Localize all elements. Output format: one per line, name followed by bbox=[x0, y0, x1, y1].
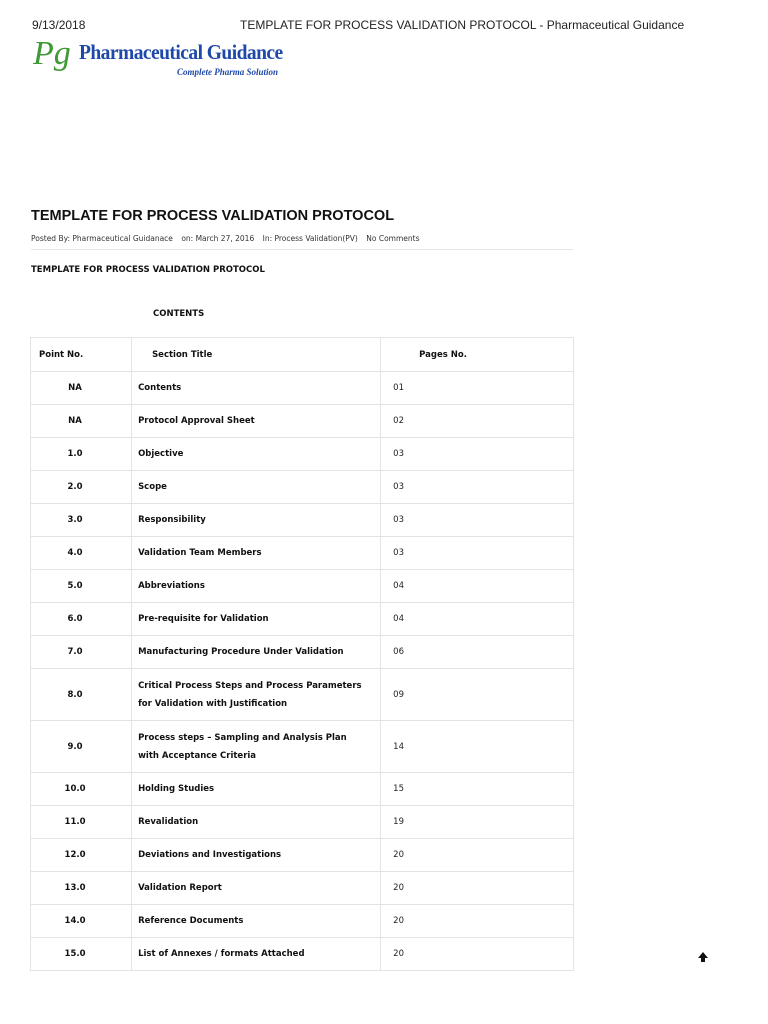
print-date: 9/13/2018 bbox=[32, 18, 86, 32]
point-cell: NA bbox=[31, 405, 132, 438]
arrow-up-icon[interactable] bbox=[697, 951, 709, 963]
section-cell: Abbreviations bbox=[132, 570, 381, 603]
point-cell: 14.0 bbox=[31, 905, 132, 938]
post-category[interactable]: In: Process Validation(PV) bbox=[262, 234, 358, 243]
table-row bbox=[31, 905, 574, 938]
section-cell: Pre-requisite for Validation bbox=[132, 603, 381, 636]
point-cell: 1.0 bbox=[31, 438, 132, 471]
section-cell: Holding Studies bbox=[132, 773, 381, 806]
point-cell: 8.0 bbox=[31, 669, 132, 721]
section-cell: Process steps – Sampling and Analysis Plan with Acceptance Criteria bbox=[132, 721, 381, 773]
pages-cell: 15 bbox=[381, 773, 574, 806]
pages-cell: 04 bbox=[381, 603, 574, 636]
table-row bbox=[31, 721, 574, 773]
document-heading: TEMPLATE FOR PROCESS VALIDATION PROTOCOL bbox=[31, 265, 265, 275]
column-header-section: Section Title bbox=[132, 338, 381, 372]
post-author[interactable]: Posted By: Pharmaceutical Guidanace bbox=[31, 234, 173, 243]
point-cell: 4.0 bbox=[31, 537, 132, 570]
section-cell: Reference Documents bbox=[132, 905, 381, 938]
point-cell: 7.0 bbox=[31, 636, 132, 669]
pages-cell: 02 bbox=[381, 405, 574, 438]
section-cell: Scope bbox=[132, 471, 381, 504]
logo-monogram: Pg bbox=[33, 35, 71, 72]
pages-cell: 03 bbox=[381, 504, 574, 537]
point-cell: 6.0 bbox=[31, 603, 132, 636]
section-cell: List of Annexes / formats Attached bbox=[132, 938, 381, 971]
section-cell: Responsibility bbox=[132, 504, 381, 537]
print-page-title: TEMPLATE FOR PROCESS VALIDATION PROTOCOL - Pharmaceutical Guidance bbox=[240, 18, 685, 32]
post-meta bbox=[31, 234, 426, 243]
pg-monogram-icon bbox=[33, 30, 75, 82]
pages-cell: 20 bbox=[381, 938, 574, 971]
table-row bbox=[31, 773, 574, 806]
pages-cell: 20 bbox=[381, 839, 574, 872]
pages-cell: 14 bbox=[381, 721, 574, 773]
point-cell: 15.0 bbox=[31, 938, 132, 971]
table-row bbox=[31, 537, 574, 570]
pages-cell: 20 bbox=[381, 872, 574, 905]
section-cell: Objective bbox=[132, 438, 381, 471]
section-cell: Deviations and Investigations bbox=[132, 839, 381, 872]
pages-cell: 09 bbox=[381, 669, 574, 721]
post-date: on: March 27, 2016 bbox=[181, 234, 255, 243]
table-header-row bbox=[31, 338, 574, 372]
point-cell: 3.0 bbox=[31, 504, 132, 537]
table-row bbox=[31, 570, 574, 603]
table-row bbox=[31, 872, 574, 905]
contents-heading: CONTENTS bbox=[153, 309, 205, 319]
section-cell: Revalidation bbox=[132, 806, 381, 839]
point-cell: 13.0 bbox=[31, 872, 132, 905]
point-cell: 10.0 bbox=[31, 773, 132, 806]
section-cell: Critical Process Steps and Process Parameters for Validation with Justification bbox=[132, 669, 381, 721]
post-comments-link[interactable]: No Comments bbox=[366, 234, 420, 243]
table-row bbox=[31, 938, 574, 971]
table-row bbox=[31, 603, 574, 636]
point-cell: 9.0 bbox=[31, 721, 132, 773]
section-cell: Manufacturing Procedure Under Validation bbox=[132, 636, 381, 669]
pages-cell: 03 bbox=[381, 537, 574, 570]
pages-cell: 03 bbox=[381, 471, 574, 504]
point-cell: 11.0 bbox=[31, 806, 132, 839]
table-row bbox=[31, 372, 574, 405]
column-header-point: Point No. bbox=[31, 338, 132, 372]
site-logo[interactable] bbox=[33, 30, 293, 82]
pages-cell: 01 bbox=[381, 372, 574, 405]
print-header bbox=[0, 0, 768, 34]
point-cell: 5.0 bbox=[31, 570, 132, 603]
point-cell: 12.0 bbox=[31, 839, 132, 872]
table-row bbox=[31, 504, 574, 537]
logo-name: Pharmaceutical Guidance bbox=[79, 40, 283, 64]
section-cell: Validation Team Members bbox=[132, 537, 381, 570]
table-row bbox=[31, 806, 574, 839]
pages-cell: 20 bbox=[381, 905, 574, 938]
section-cell: Validation Report bbox=[132, 872, 381, 905]
logo-tagline: Complete Pharma Solution bbox=[177, 67, 279, 77]
point-cell: 2.0 bbox=[31, 471, 132, 504]
post-title: TEMPLATE FOR PROCESS VALIDATION PROTOCOL bbox=[31, 208, 395, 224]
column-header-pages: Pages No. bbox=[381, 338, 574, 372]
table-row bbox=[31, 471, 574, 504]
point-cell: NA bbox=[31, 372, 132, 405]
table-row bbox=[31, 839, 574, 872]
table-row bbox=[31, 669, 574, 721]
section-cell: Contents bbox=[132, 372, 381, 405]
table-row bbox=[31, 636, 574, 669]
pages-cell: 19 bbox=[381, 806, 574, 839]
divider bbox=[31, 249, 573, 250]
pages-cell: 03 bbox=[381, 438, 574, 471]
table-row bbox=[31, 438, 574, 471]
pages-cell: 04 bbox=[381, 570, 574, 603]
table-row bbox=[31, 405, 574, 438]
contents-table bbox=[30, 337, 574, 971]
section-cell: Protocol Approval Sheet bbox=[132, 405, 381, 438]
pages-cell: 06 bbox=[381, 636, 574, 669]
